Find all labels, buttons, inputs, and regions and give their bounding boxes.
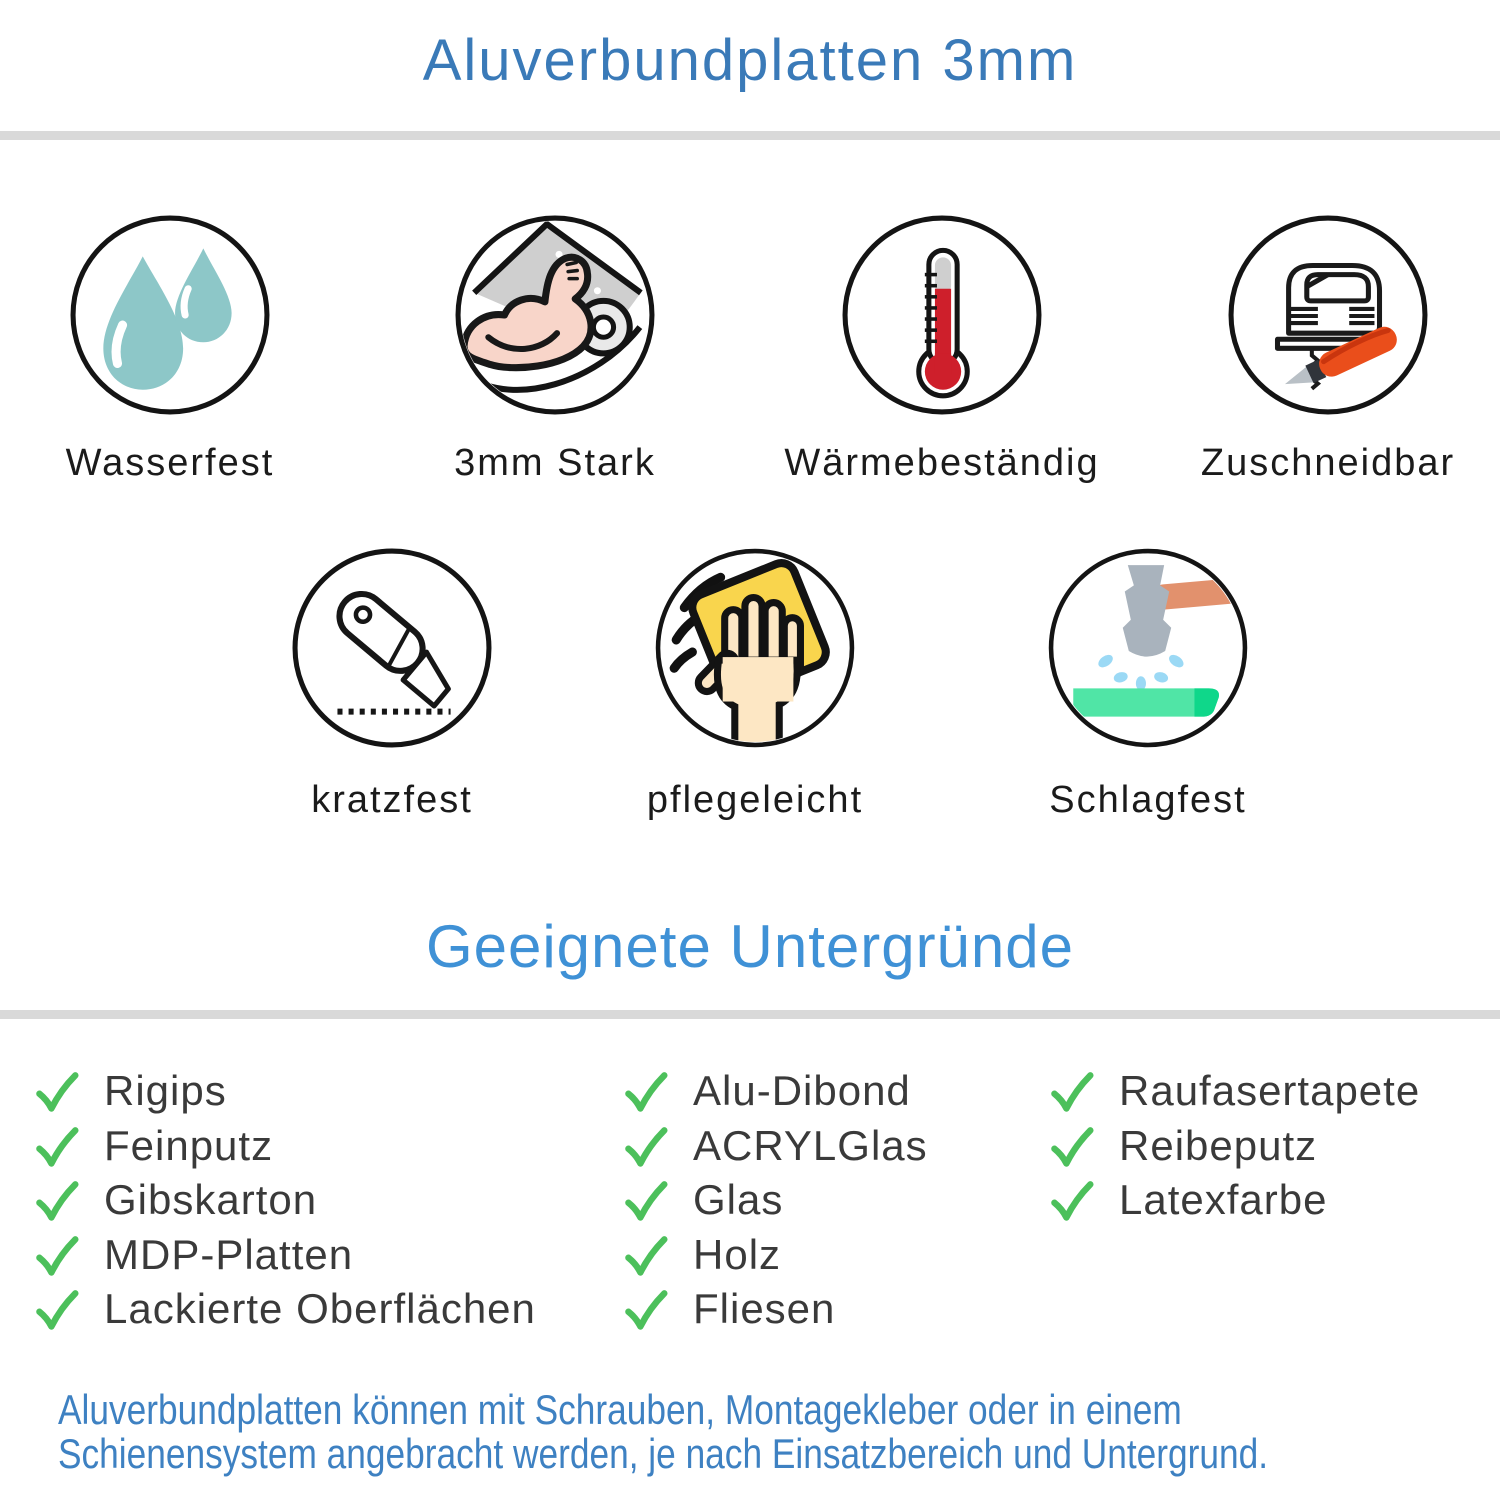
substrate-item xyxy=(33,1173,536,1228)
feature-3mm-stark xyxy=(365,214,745,485)
mounting-note xyxy=(58,1388,1499,1476)
substrate-label: Feinputz xyxy=(104,1121,274,1169)
substrate-item xyxy=(1048,1173,1420,1228)
substrate-label: Rigips xyxy=(104,1067,227,1115)
substrate-column-2 xyxy=(622,1064,928,1337)
checkmark-icon xyxy=(33,1232,79,1278)
substrate-item xyxy=(622,1119,928,1174)
mounting-note-line1: Aluverbundplatten können mit Schrauben, Montagekleber oder in einem xyxy=(58,1386,1182,1433)
feature-label: 3mm Stark xyxy=(454,442,656,484)
feature-schlagfest xyxy=(958,547,1338,822)
substrate-item xyxy=(33,1228,536,1283)
substrate-label: ACRYLGlas xyxy=(693,1121,928,1169)
section-title xyxy=(0,913,1500,980)
checkmark-icon xyxy=(1048,1123,1094,1169)
substrate-label: Raufasertapete xyxy=(1119,1067,1421,1115)
page-title-text: Aluverbundplatten 3mm xyxy=(422,28,1078,93)
substrate-item xyxy=(622,1282,928,1337)
substrate-label: MDP-Platten xyxy=(104,1230,354,1278)
checkmark-icon xyxy=(33,1068,79,1114)
jigsaw-knife-icon xyxy=(1227,214,1429,416)
checkmark-icon xyxy=(33,1123,79,1169)
substrate-label: Latexfarbe xyxy=(1119,1176,1328,1224)
checkmark-icon xyxy=(33,1286,79,1332)
section-title-text: Geeignete Untergründe xyxy=(425,913,1075,980)
checkmark-icon xyxy=(622,1177,668,1223)
hammer-impact-icon xyxy=(1047,547,1249,749)
substrate-label: Reibeputz xyxy=(1119,1121,1318,1169)
substrate-item xyxy=(33,1119,536,1174)
substrate-column-3 xyxy=(1048,1064,1420,1228)
checkmark-icon xyxy=(622,1068,668,1114)
cleaning-hand-icon xyxy=(654,547,856,749)
thermometer-icon xyxy=(841,214,1043,416)
substrate-label: Fliesen xyxy=(693,1285,836,1333)
substrate-label: Holz xyxy=(693,1230,782,1278)
flexed-arm-panel-icon xyxy=(454,214,656,416)
feature-label: kratzfest xyxy=(311,779,473,821)
feature-zuschneidbar xyxy=(1138,214,1500,485)
substrate-column-1 xyxy=(33,1064,536,1337)
feature-label: Wärmebeständig xyxy=(784,442,1100,484)
substrate-item xyxy=(33,1064,536,1119)
feature-pflegeleicht xyxy=(565,547,945,822)
substrate-item xyxy=(622,1228,928,1283)
utility-knife-icon xyxy=(291,547,493,749)
substrate-item xyxy=(622,1173,928,1228)
checkmark-icon xyxy=(622,1286,668,1332)
feature-label: pflegeleicht xyxy=(646,779,864,821)
feature-waermebestaendig xyxy=(752,214,1132,485)
feature-label: Schlagfest xyxy=(1049,779,1247,821)
substrate-label: Glas xyxy=(693,1176,784,1224)
substrate-item xyxy=(622,1064,928,1119)
page-title xyxy=(0,28,1500,93)
substrate-item xyxy=(1048,1119,1420,1174)
checkmark-icon xyxy=(622,1232,668,1278)
divider-middle xyxy=(0,1010,1500,1019)
feature-label: Wasserfest xyxy=(65,442,275,484)
checkmark-icon xyxy=(33,1177,79,1223)
substrate-item xyxy=(1048,1064,1420,1119)
checkmark-icon xyxy=(622,1123,668,1169)
feature-wasserfest xyxy=(0,214,360,485)
substrate-label: Alu-Dibond xyxy=(693,1067,911,1115)
divider-top xyxy=(0,131,1500,140)
feature-label: Zuschneidbar xyxy=(1200,442,1456,484)
mounting-note-line2: Schienensystem angebracht werden, je nach Einsatzbereich und Untergrund. xyxy=(58,1430,1269,1477)
checkmark-icon xyxy=(1048,1177,1094,1223)
water-drops-icon xyxy=(69,214,271,416)
feature-kratzfest xyxy=(202,547,582,822)
substrate-label: Gibskarton xyxy=(104,1176,318,1224)
substrate-label: Lackierte Oberflächen xyxy=(104,1285,536,1333)
substrate-item xyxy=(33,1282,536,1337)
checkmark-icon xyxy=(1048,1068,1094,1114)
